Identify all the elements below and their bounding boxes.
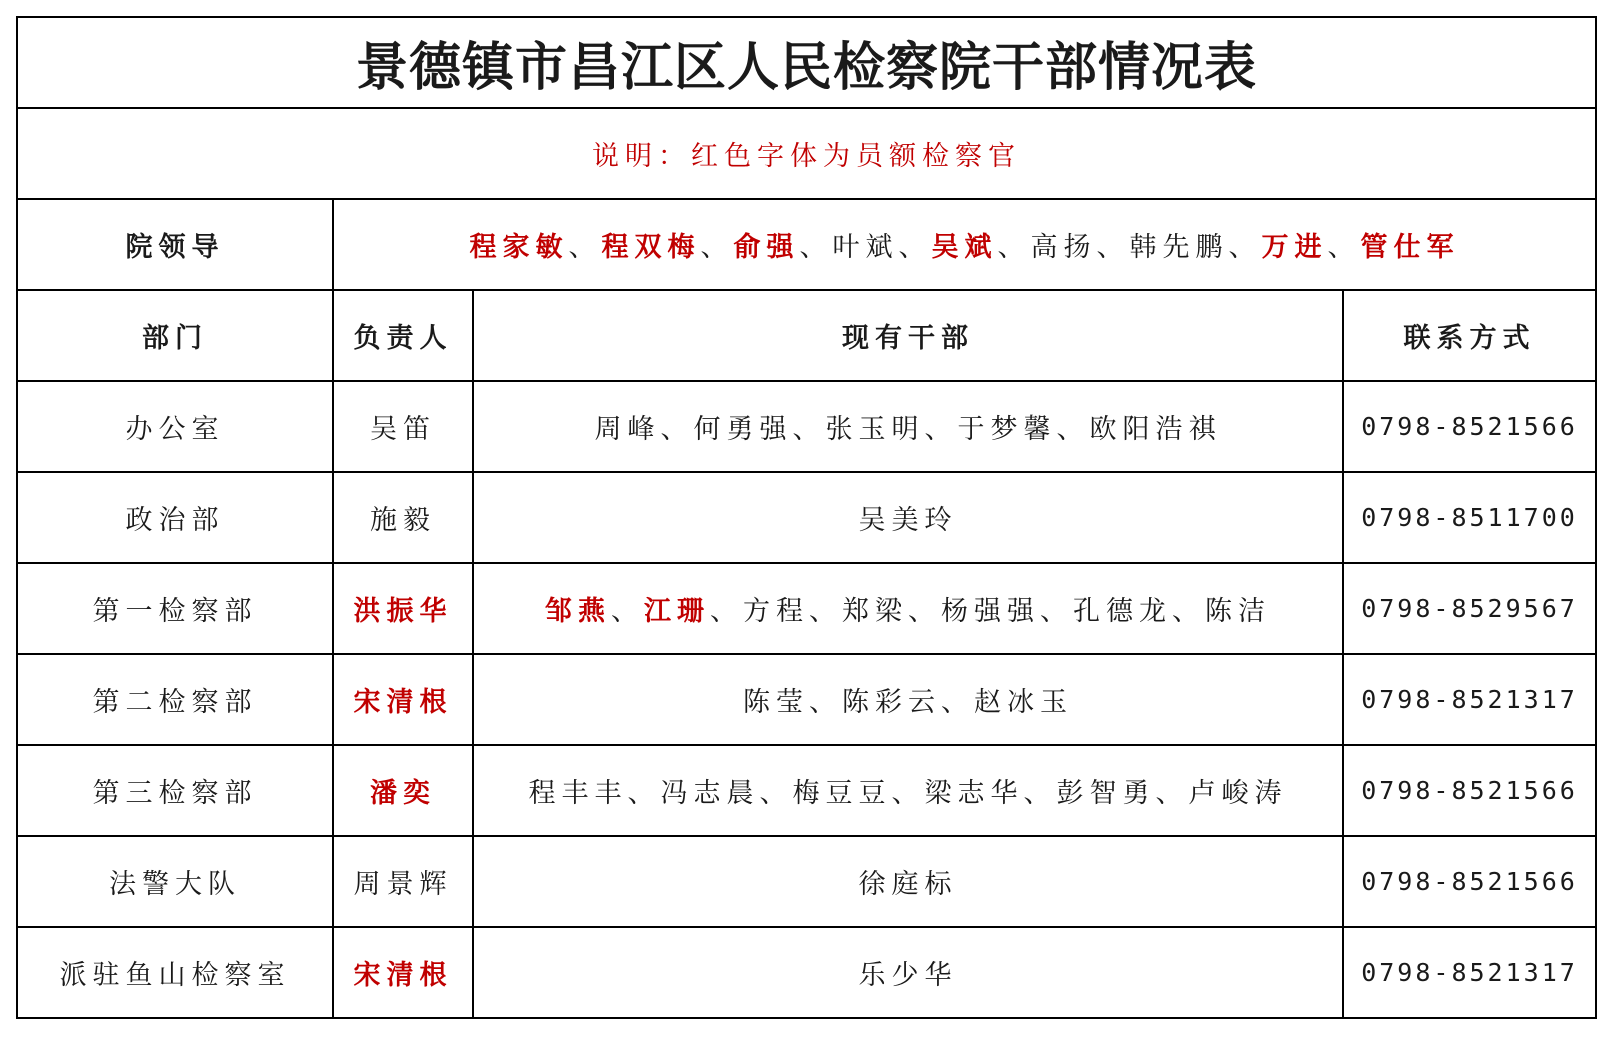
department-cell: 第一检察部 xyxy=(17,563,333,654)
table-row xyxy=(17,927,1596,1018)
person-name: 吴美玲 xyxy=(858,505,958,536)
person-name: 欧阳浩祺 xyxy=(1089,414,1222,445)
name-separator: 、 xyxy=(792,414,826,445)
name-separator: 、 xyxy=(941,687,974,718)
name-separator: 、 xyxy=(924,414,958,445)
table-row xyxy=(17,381,1596,472)
staff-cell xyxy=(473,654,1343,745)
header-row xyxy=(17,290,1596,381)
person-name: 韩先鹏 xyxy=(1129,232,1229,263)
leaders-label: 院领导 xyxy=(17,199,333,290)
staff-cell xyxy=(473,563,1343,654)
head-cell: 宋清根 xyxy=(333,927,473,1018)
name-separator: 、 xyxy=(1327,232,1361,263)
staff-cell xyxy=(473,381,1343,472)
leaders-row xyxy=(17,199,1596,290)
person-name: 徐庭标 xyxy=(858,869,958,900)
person-name: 梁志华 xyxy=(924,778,1024,809)
department-rows xyxy=(17,381,1596,1018)
legend-note: 说明：红色字体为员额检察官 xyxy=(17,108,1596,199)
person-name: 卢峻涛 xyxy=(1188,778,1288,809)
department-cell: 第二检察部 xyxy=(17,654,333,745)
contact-cell: 0798-8521566 xyxy=(1343,381,1596,472)
department-cell: 法警大队 xyxy=(17,836,333,927)
person-name: 叶斌 xyxy=(832,232,899,263)
header-department: 部门 xyxy=(17,290,333,381)
staff-cell xyxy=(473,472,1343,563)
person-name: 赵冰玉 xyxy=(974,687,1073,718)
leaders-names xyxy=(333,199,1596,290)
person-name: 江珊 xyxy=(644,596,710,627)
person-name: 陈洁 xyxy=(1205,596,1271,627)
person-name: 彭智勇 xyxy=(1056,778,1156,809)
person-name: 俞强 xyxy=(733,232,800,263)
person-name: 周峰 xyxy=(594,414,661,445)
person-name: 郑梁 xyxy=(842,596,908,627)
person-name: 梅豆豆 xyxy=(792,778,892,809)
staff-cell xyxy=(473,836,1343,927)
person-name: 程双梅 xyxy=(601,232,701,263)
person-name: 杨强强 xyxy=(941,596,1040,627)
head-cell: 施毅 xyxy=(333,472,473,563)
person-name: 何勇强 xyxy=(693,414,793,445)
person-name: 冯志晨 xyxy=(660,778,760,809)
contact-cell: 0798-8521566 xyxy=(1343,745,1596,836)
name-separator: 、 xyxy=(809,687,842,718)
person-name: 陈彩云 xyxy=(842,687,941,718)
person-name: 于梦馨 xyxy=(957,414,1057,445)
name-separator: 、 xyxy=(710,596,743,627)
cadre-table xyxy=(16,16,1597,1019)
name-separator: 、 xyxy=(1172,596,1205,627)
table-row xyxy=(17,563,1596,654)
person-name: 乐少华 xyxy=(858,960,958,991)
person-name: 张玉明 xyxy=(825,414,925,445)
name-separator: 、 xyxy=(660,414,694,445)
person-name: 程丰丰 xyxy=(528,778,628,809)
name-separator: 、 xyxy=(1228,232,1262,263)
contact-cell: 0798-8529567 xyxy=(1343,563,1596,654)
person-name: 程家敏 xyxy=(469,232,569,263)
staff-cell xyxy=(473,927,1343,1018)
title-row xyxy=(17,17,1596,108)
head-cell: 洪振华 xyxy=(333,563,473,654)
head-cell: 宋清根 xyxy=(333,654,473,745)
name-separator: 、 xyxy=(568,232,602,263)
contact-cell: 0798-8511700 xyxy=(1343,472,1596,563)
table-title: 景德镇市昌江区人民检察院干部情况表 xyxy=(17,17,1596,108)
name-separator: 、 xyxy=(700,232,734,263)
table-row xyxy=(17,836,1596,927)
name-separator: 、 xyxy=(809,596,842,627)
head-cell: 吴笛 xyxy=(333,381,473,472)
head-cell: 潘奕 xyxy=(333,745,473,836)
person-name: 邹燕 xyxy=(545,596,611,627)
name-separator: 、 xyxy=(908,596,941,627)
name-separator: 、 xyxy=(1155,778,1189,809)
department-cell: 办公室 xyxy=(17,381,333,472)
department-cell: 第三检察部 xyxy=(17,745,333,836)
name-separator: 、 xyxy=(611,596,644,627)
name-separator: 、 xyxy=(898,232,932,263)
name-separator: 、 xyxy=(1040,596,1073,627)
person-name: 管仕军 xyxy=(1360,232,1460,263)
department-cell: 派驻鱼山检察室 xyxy=(17,927,333,1018)
header-contact: 联系方式 xyxy=(1343,290,1596,381)
person-name: 孔德龙 xyxy=(1073,596,1172,627)
head-cell: 周景辉 xyxy=(333,836,473,927)
table-row xyxy=(17,654,1596,745)
name-separator: 、 xyxy=(997,232,1031,263)
person-name: 方程 xyxy=(743,596,809,627)
name-separator: 、 xyxy=(759,778,793,809)
name-separator: 、 xyxy=(891,778,925,809)
table-row xyxy=(17,745,1596,836)
contact-cell: 0798-8521317 xyxy=(1343,654,1596,745)
note-row xyxy=(17,108,1596,199)
person-name: 万进 xyxy=(1261,232,1328,263)
contact-cell: 0798-8521317 xyxy=(1343,927,1596,1018)
person-name: 吴斌 xyxy=(931,232,998,263)
table-row xyxy=(17,472,1596,563)
header-staff: 现有干部 xyxy=(473,290,1343,381)
department-cell: 政治部 xyxy=(17,472,333,563)
person-name: 高扬 xyxy=(1030,232,1097,263)
contact-cell: 0798-8521566 xyxy=(1343,836,1596,927)
name-separator: 、 xyxy=(799,232,833,263)
person-name: 陈莹 xyxy=(743,687,809,718)
name-separator: 、 xyxy=(1056,414,1090,445)
name-separator: 、 xyxy=(627,778,661,809)
header-head: 负责人 xyxy=(333,290,473,381)
name-separator: 、 xyxy=(1096,232,1130,263)
name-separator: 、 xyxy=(1023,778,1057,809)
staff-cell xyxy=(473,745,1343,836)
